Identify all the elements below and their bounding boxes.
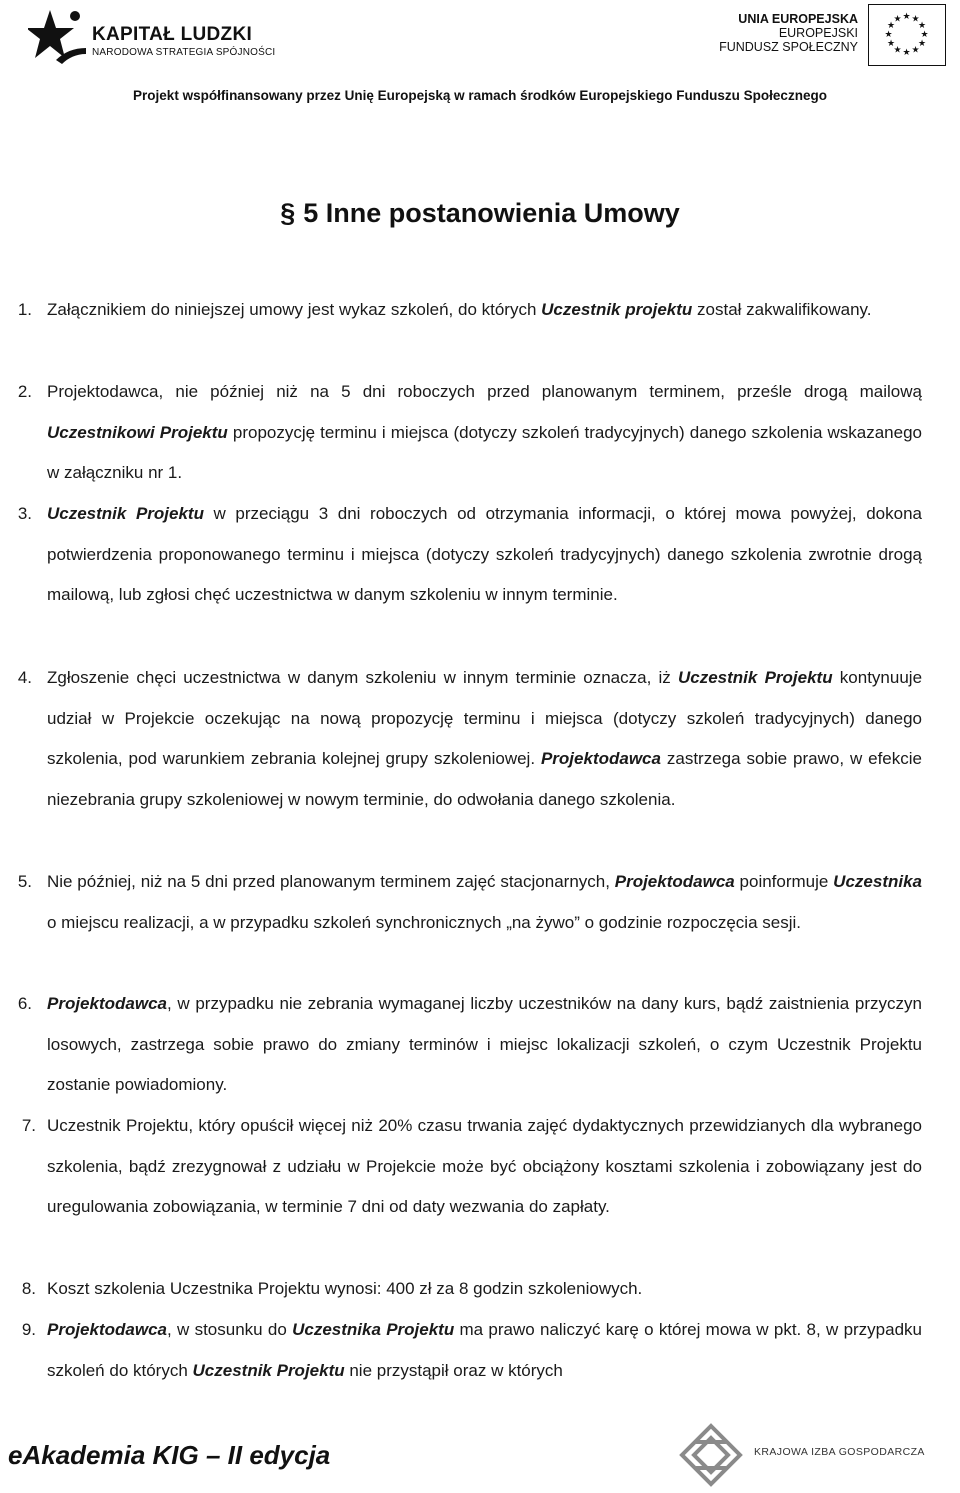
eu-logo bbox=[719, 4, 946, 68]
eu-line-1: UNIA EUROPEJSKA bbox=[738, 12, 858, 26]
text-run: , w stosunku do bbox=[167, 1320, 293, 1339]
list-item-number: 1. bbox=[17, 300, 32, 319]
emphasized-term: Uczestnik Projektu bbox=[47, 504, 204, 523]
list-item-number: 5. bbox=[17, 872, 32, 891]
emphasized-term: Projektodawca bbox=[47, 994, 167, 1013]
list-item-number: 8. bbox=[21, 1279, 36, 1298]
section-mark: § bbox=[280, 198, 296, 228]
text-run: kontynuuje udział w Projekcie oczekując na nową propozycję terminu i miejsca (dotyczy szkoleń tradycyjnych) danego szkolenia, pod warunkiem zebrania kolejnej grupy szkoleniowej. bbox=[47, 668, 923, 769]
list-item-text bbox=[47, 372, 922, 494]
svg-text:★: ★ bbox=[886, 39, 896, 49]
emphasized-term: Uczestnikowi Projektu bbox=[47, 422, 228, 442]
text-run: poinformuje bbox=[734, 872, 834, 891]
text-run: , w przypadku nie zebrania wymaganej liczby uczestników na dany kurs, bądź zaistnienia przyczyn losowych, zastrzega sobie prawo do zmiany terminów i miejsc lokalizacji szkoleń, o czym Uczestnik Projektu zostanie powiadomiony. bbox=[47, 994, 922, 1095]
svg-text:★: ★ bbox=[893, 14, 902, 25]
list-item-text bbox=[47, 658, 922, 821]
text-run: został zakwalifikowany. bbox=[692, 300, 872, 319]
text-run: Zgłoszenie chęci uczestnictwa w danym szkoleniu w innym terminie oznacza, iż bbox=[47, 668, 678, 687]
eu-flag bbox=[868, 4, 946, 66]
emphasized-term: Projektodawca bbox=[47, 1320, 167, 1339]
svg-text:★: ★ bbox=[902, 12, 911, 22]
svg-text:★: ★ bbox=[917, 21, 927, 31]
cofinancing-note: Projekt współfinansowany przez Unię Europejską w ramach środków Europejskiego Funduszu Społecznego bbox=[133, 88, 827, 103]
text-run: Projektodawca, nie później niż na 5 dni roboczych przed planowanym terminem, prześle drogą mailową bbox=[47, 382, 922, 401]
text-run: Załącznikiem do niniejszej umowy jest wykaz szkoleń, do których bbox=[47, 300, 542, 319]
list-item-text bbox=[47, 862, 922, 943]
eu-line-3: FUNDUSZ SPOŁECZNY bbox=[719, 40, 858, 54]
eu-line-2: EUROPEJSKI bbox=[778, 26, 858, 40]
kapital-ludzki-title: KAPITAŁ LUDZKI bbox=[92, 24, 253, 45]
svg-text:★: ★ bbox=[884, 30, 893, 40]
emphasized-term: Uczestnik projektu bbox=[541, 300, 693, 319]
emphasized-term: Uczestnik Projektu bbox=[192, 1360, 345, 1380]
list-item-number: 4. bbox=[17, 668, 32, 687]
svg-text:★: ★ bbox=[893, 45, 902, 56]
emphasized-term: Projektodawca bbox=[614, 872, 735, 891]
kig-logo bbox=[676, 1422, 946, 1488]
svg-text:★: ★ bbox=[920, 30, 929, 40]
text-run: w przeciągu 3 dni roboczych od otrzymania informacji, o której mowa powyżej, dokona potwierdzenia proponowanego terminu i miejsca (dotyczy szkoleń tradycyjnych) danego szkolenia zwrotnie drogą mailową, lub zgłosi chęć uczestnictwa w danym szkoleniu w innym terminie. bbox=[47, 504, 922, 605]
eu-logo-text bbox=[719, 12, 858, 54]
list-item-number: 2. bbox=[17, 382, 32, 401]
text-run: o miejscu realizacji, a w przypadku szkoleń synchronicznych „na żywo” o godzinie rozpoczęcia sesji. bbox=[47, 912, 801, 932]
text-run: Uczestnik Projektu, który opuścił więcej niż 20% czasu trwania zajęć dydaktycznych przewidzianych dla wybranego szkolenia, bądź zrezygnował z udziału w Projekcie może być obciążony kosztami szkolenia i zobowiązany jest do uregulowania zobowiązania, w terminie 7 dni od daty wezwania do zapłaty. bbox=[47, 1116, 922, 1217]
svg-text:★: ★ bbox=[911, 45, 920, 56]
eu-stars-icon bbox=[869, 5, 944, 64]
list-item-text bbox=[47, 1269, 922, 1310]
list-item-text bbox=[47, 984, 922, 1106]
text-run: zastrzega sobie prawo, w efekcie niezebrania grupy szkoleniowej w nowym terminie, do odwołania danego szkolenia. bbox=[47, 749, 922, 810]
text-run: Koszt szkolenia Uczestnika Projektu wynosi: 400 zł za 8 godzin szkoleniowych. bbox=[47, 1279, 643, 1298]
emphasized-term: Uczestnik Projektu bbox=[678, 668, 833, 687]
kapital-ludzki-logo bbox=[22, 6, 276, 70]
section-title bbox=[0, 198, 960, 229]
list-item-text bbox=[47, 1106, 922, 1228]
list-item-text bbox=[47, 1310, 922, 1391]
text-run: ma prawo naliczyć karę o której mowa w pkt. 8, w przypadku szkoleń do których bbox=[47, 1320, 923, 1380]
text-run: Nie później, niż na 5 dni przed planowanym terminem zajęć stacjonarnych, bbox=[47, 872, 615, 891]
text-run: nie przystąpił oraz w których bbox=[344, 1360, 563, 1380]
ekademia-footer-title: eAkademia KIG – II edycja bbox=[8, 1440, 331, 1470]
svg-text:★: ★ bbox=[917, 39, 927, 49]
svg-text:★: ★ bbox=[886, 21, 896, 31]
svg-text:★: ★ bbox=[911, 14, 920, 25]
list-item-number: 6. bbox=[17, 994, 32, 1013]
emphasized-term: Projektodawca bbox=[540, 749, 661, 769]
emphasized-term: Uczestnika bbox=[833, 872, 922, 891]
kig-name: KRAJOWA IZBA GOSPODARCZA bbox=[754, 1446, 925, 1458]
svg-text:★: ★ bbox=[902, 48, 911, 58]
text-run: propozycję terminu i miejsca (dotyczy szkoleń tradycyjnych) danego szkolenia wskazanego w załączniku nr 1. bbox=[47, 422, 922, 483]
list-item-text bbox=[47, 494, 922, 616]
section-title-text: 5 Inne postanowienia Umowy bbox=[303, 198, 680, 228]
list-item-number: 3. bbox=[17, 504, 32, 523]
kapital-ludzki-star-icon bbox=[28, 8, 90, 68]
list-item-number: 7. bbox=[21, 1116, 36, 1135]
kapital-ludzki-subtitle: NARODOWA STRATEGIA SPÓJNOŚCI bbox=[92, 47, 276, 58]
emphasized-term: Uczestnika Projektu bbox=[292, 1320, 455, 1339]
kig-emblem-icon bbox=[676, 1422, 746, 1488]
list-item-text bbox=[47, 290, 922, 331]
list-item-number: 9. bbox=[21, 1320, 36, 1339]
